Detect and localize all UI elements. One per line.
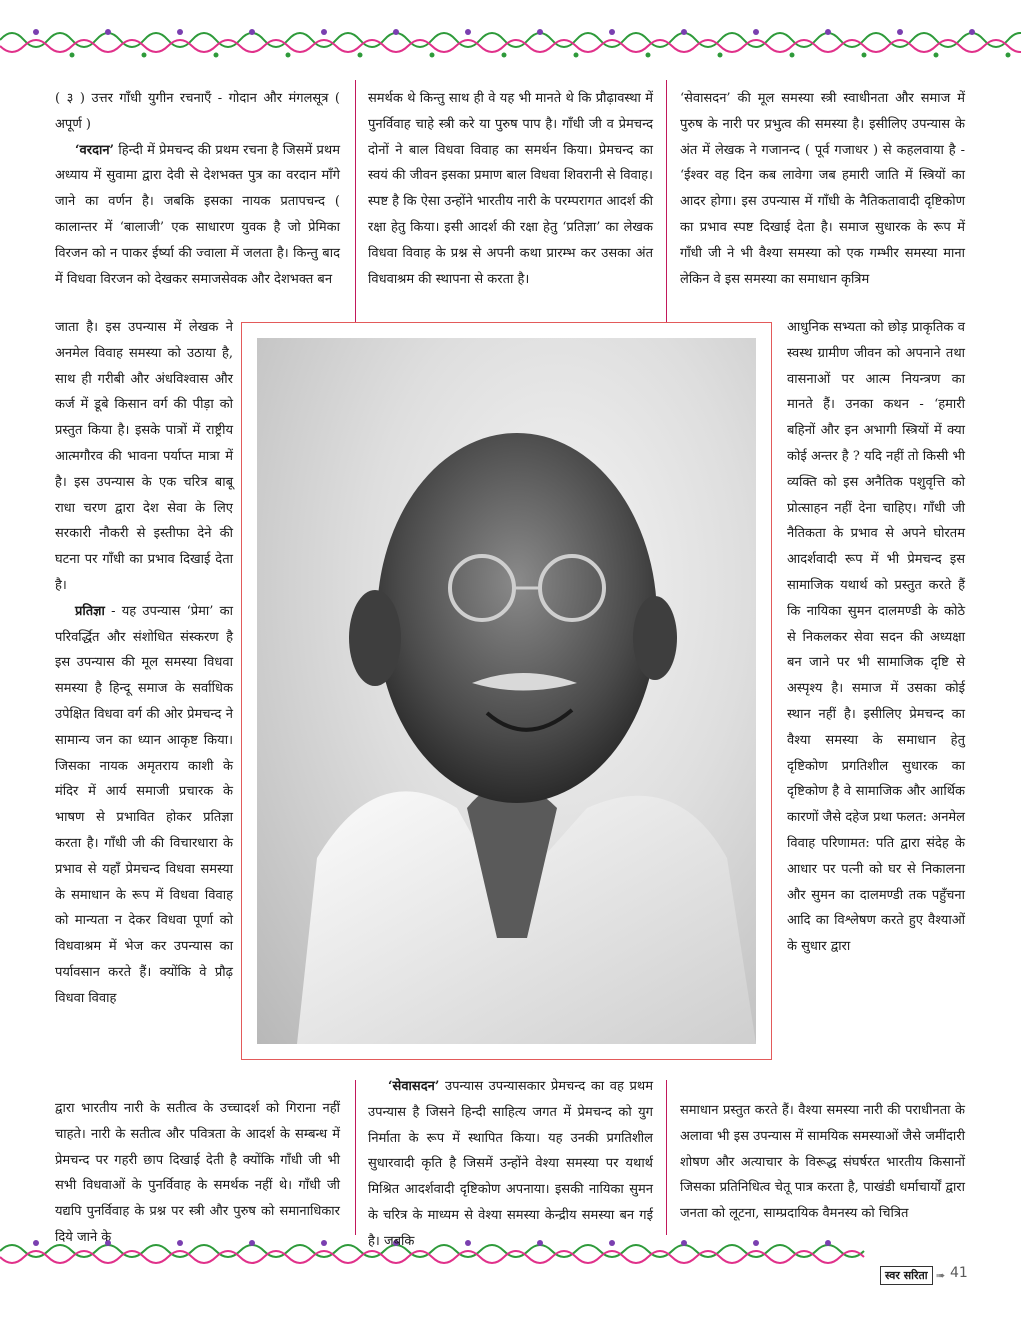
paragraph: जाता है। इस उपन्यास में लेखक ने अनमेल विवाह समस्या को उठाया है, साथ ही गरीबी और अंधविश्वास और कर्ज में डूबे किसान वर्ग की पीड़ा को प्रस्तुत किया है। इसके पात्रों में राष्ट्रीय आत्मगौरव की भावना पर्याप्त मात्रा में है। इस उपन्यास के एक चरित्र बाबू राधा चरण द्वारा देश सेवा के लिए सरकारी नौकरी से इस्तीफा देने की घटना पर गाँधी का प्रभाव दिखाई देता है। bbox=[55, 320, 233, 593]
column-1-top-text bbox=[55, 86, 340, 326]
column-divider-right bbox=[666, 80, 667, 322]
page-number: 41 bbox=[950, 1265, 968, 1281]
column-divider-left bbox=[355, 80, 356, 322]
bold-title: ‘सेवासदन’ bbox=[388, 1079, 440, 1094]
column-1-bottom-text bbox=[55, 1096, 340, 1256]
paragraph bbox=[55, 599, 233, 1012]
paragraph-text: उपन्यास उपन्यासकार प्रेमचन्द का वह प्रथम उपन्यास है जिसने हिन्दी साहित्य जगत में प्रेमचन्द को युग निर्माता के रूप में स्थापित किया। यह उनकी प्रगतिशील सुधारवादी कृति है जिसमें उन्होंने वेश्या समस्या पर यथार्थ मिश्रित आदर्शवादी दृष्टिकोण अपनाया। इसकी नायिका सुमन के चरित्र के माध्यम से वेश्या समस्या केन्द्रीय समस्या बन गई है। जबकि bbox=[368, 1079, 653, 1249]
paragraph: ( ३ ) उत्तर गाँधी युगीन रचनाएँ - गोदान और मंगलसूत्र ( अपूर्ण ) bbox=[55, 91, 340, 132]
column-divider-right-bottom bbox=[666, 1080, 667, 1235]
portrait-photo bbox=[257, 338, 756, 1044]
paragraph-text: हिन्दी में प्रेमचन्द की प्रथम रचना है जिसमें प्रथम अध्याय में सुवामा द्वारा देवी से देशभक्त पुत्र का वरदान माँगे जाने का वर्णन है। जबकि इसका नायक प्रतापचन्द ( कालान्तर में ‘बालाजी’ एक साधारण युवक है जो प्रेमिका विरजन को न पाकर ईर्ष्या की ज्वाला में जलता है। किन्तु बाद में विधवा विरजन को देखकर समाजसेवक और देशभक्त बन bbox=[55, 142, 340, 287]
column-2-top-text bbox=[368, 86, 653, 318]
magazine-brand: स्वर सरिता bbox=[880, 1266, 933, 1285]
arrow-icon: ➠ bbox=[936, 1269, 946, 1282]
portrait-illustration bbox=[257, 338, 756, 1044]
paragraph: आधुनिक सभ्यता को छोड़ प्राकृतिक व स्वस्थ ग्रामीण जीवन को अपनाने तथा वासनाओं पर आत्म नियन्त्रण का मानते हैं। उनका कथन - ‘हमारी बहिनों और इन अभागी स्त्रियों में क्या कोई अन्तर है ? यदि नहीं तो किसी भी व्यक्ति को इस अनैतिक पशुवृत्ति को प्रोत्साहन नहीं देना चाहिए। गाँधी जी नैतिकता के प्रभाव से अपने घोरतम आदर्शवादी रूप में भी प्रेमचन्द इस सामाजिक यथार्थ को प्रस्तुत करते हैं कि नायिका सुमन दालमण्डी के कोठे से निकलकर सेवा सदन की अध्यक्षा बन जाने पर भी सामाजिक दृष्टि से अस्पृश्य है। समाज में उसका कोई स्थान नहीं है। इसीलिए प्रेमचन्द का वैश्या समस्या के समाधान हेतु दृष्टिकोण प्रगतिशील सुधारक का दृष्टिकोण है वे सामाजिक और आर्थिक कारणों जैसे दहेज प्रथा फलत: अनमेल विवाह परिणामत: पति द्वारा संदेह के आधार पर पत्नी को घर से निकालना और सुमन का दालमण्डी तक पहुँचना आदि का विश्लेषण करते हुए वैश्याओं के सुधार द्वारा bbox=[787, 320, 965, 955]
top-floral-border bbox=[0, 22, 1021, 62]
footer bbox=[880, 1265, 975, 1287]
column-3-middle-text bbox=[787, 315, 965, 1095]
column-3-top-text bbox=[680, 86, 965, 326]
column-2-bottom-text bbox=[368, 1074, 653, 1254]
bold-title: प्रतिज्ञा bbox=[75, 603, 105, 619]
paragraph-text: - यह उपन्यास ‘प्रेमा’ का परिवर्द्धित और संशोधित संस्करण है इस उपन्यास की मूल समस्या विधवा समस्या है हिन्दू समाज के सर्वाधिक उपेक्षित विधवा वर्ग की ओर प्रेमचन्द ने सामान्य जन का ध्यान आकृष्ट किया। जिसका नायक अमृतराय काशी के मंदिर में आर्य समाजी प्रचारक के भाषण से प्रभावित होकर प्रतिज्ञा करता है। गाँधी जी की विचारधारा के प्रभाव से यहाँ प्रेमचन्द विधवा समस्या के समाधान के रूप में विधवा विवाह को मान्यता न देकर विधवा पूर्णा को विधवाश्रम में भेज कर उपन्यास का पर्यावसान करते हैं। क्योंकि वे प्रौढ़ विधवा विवाह bbox=[55, 603, 233, 1006]
column-divider-left-bottom bbox=[355, 1080, 356, 1235]
paragraph bbox=[55, 138, 340, 293]
column-3-bottom-text bbox=[680, 1098, 965, 1248]
paragraph: ‘सेवासदन’ की मूल समस्या स्त्री स्वाधीनता और समाज में पुरुष के नारी पर प्रभुत्व की समस्या है। इसीलिए उपन्यास के अंत में लेखक ने गजानन्द ( पूर्व गजाधर ) से कहलवाया है - ‘ईश्वर वह दिन कब लावेगा जब हमारी जाति में स्त्रियों का आदर होगा। इस उपन्यास में गाँधी के नैतिकतावादी दृष्टिकोण का प्रभाव स्पष्ट दिखाई देता है। समाज सुधारक के रूप में गाँधी जी ने भी वैश्या समस्या को एक गम्भीर समस्या माना लेकिन वे इस समस्या का समाधान कृत्रिम bbox=[680, 91, 965, 287]
paragraph: समर्थक थे किन्तु साथ ही वे यह भी मानते थे कि प्रौढ़ावस्था में पुनर्विवाह चाहे स्त्री करे या पुरुष पाप है। गाँधी जी व प्रेमचन्द दोनों ने बाल विधवा विवाह का समर्थन किया। प्रेमचन्द का स्वयं की जीवन इसका प्रमाण बाल विधवा शिवरानी से विवाह। स्पष्ट है कि ऐसा उन्होंने भारतीय नारी के परम्परागत आदर्श की रक्षा हेतु किया। इसी आदर्श की रक्षा हेतु ‘प्रतिज्ञा’ का लेखक विधवा विवाह के प्रश्न से अपनी कथा प्रारम्भ कर उसका अंत विधवाश्रम की स्थापना से करता है। bbox=[368, 91, 653, 287]
paragraph: द्वारा भारतीय नारी के सतीत्व के उच्चादर्श को गिराना नहीं चाहते। नारी के सतीत्व और पवित्रता के आदर्श के सम्बन्ध में प्रेमचन्द पर गहरी छाप दिखाई देती है क्योंकि गाँधी जी भी सभी विधवाओं के पुनर्विवाह के समर्थक नहीं थे। गाँधी जी यद्यपि पुनर्विवाह के प्रश्न पर स्त्री और पुरुष को समानाधिकार दिये जाने के bbox=[55, 1101, 340, 1245]
bold-title: ‘वरदान’ bbox=[75, 142, 115, 158]
paragraph: समाधान प्रस्तुत करते हैं। वैश्या समस्या नारी की पराधीनता के अलावा भी इस उपन्यास में सामयिक समस्याओं जैसे जमींदारी शोषण और अत्याचार के विरूद्ध संघर्षरत भारतीय किसानों जिसका प्रतिनिधित्व चेतू पात्र करता है, पाखंडी धर्माचार्यों द्वारा जनता को लूटना, साम्प्रदायिक वैमनस्य को चित्रित bbox=[680, 1103, 965, 1222]
photo-frame bbox=[241, 322, 772, 1060]
column-1-middle-text bbox=[55, 315, 233, 1087]
paragraph bbox=[368, 1074, 653, 1255]
